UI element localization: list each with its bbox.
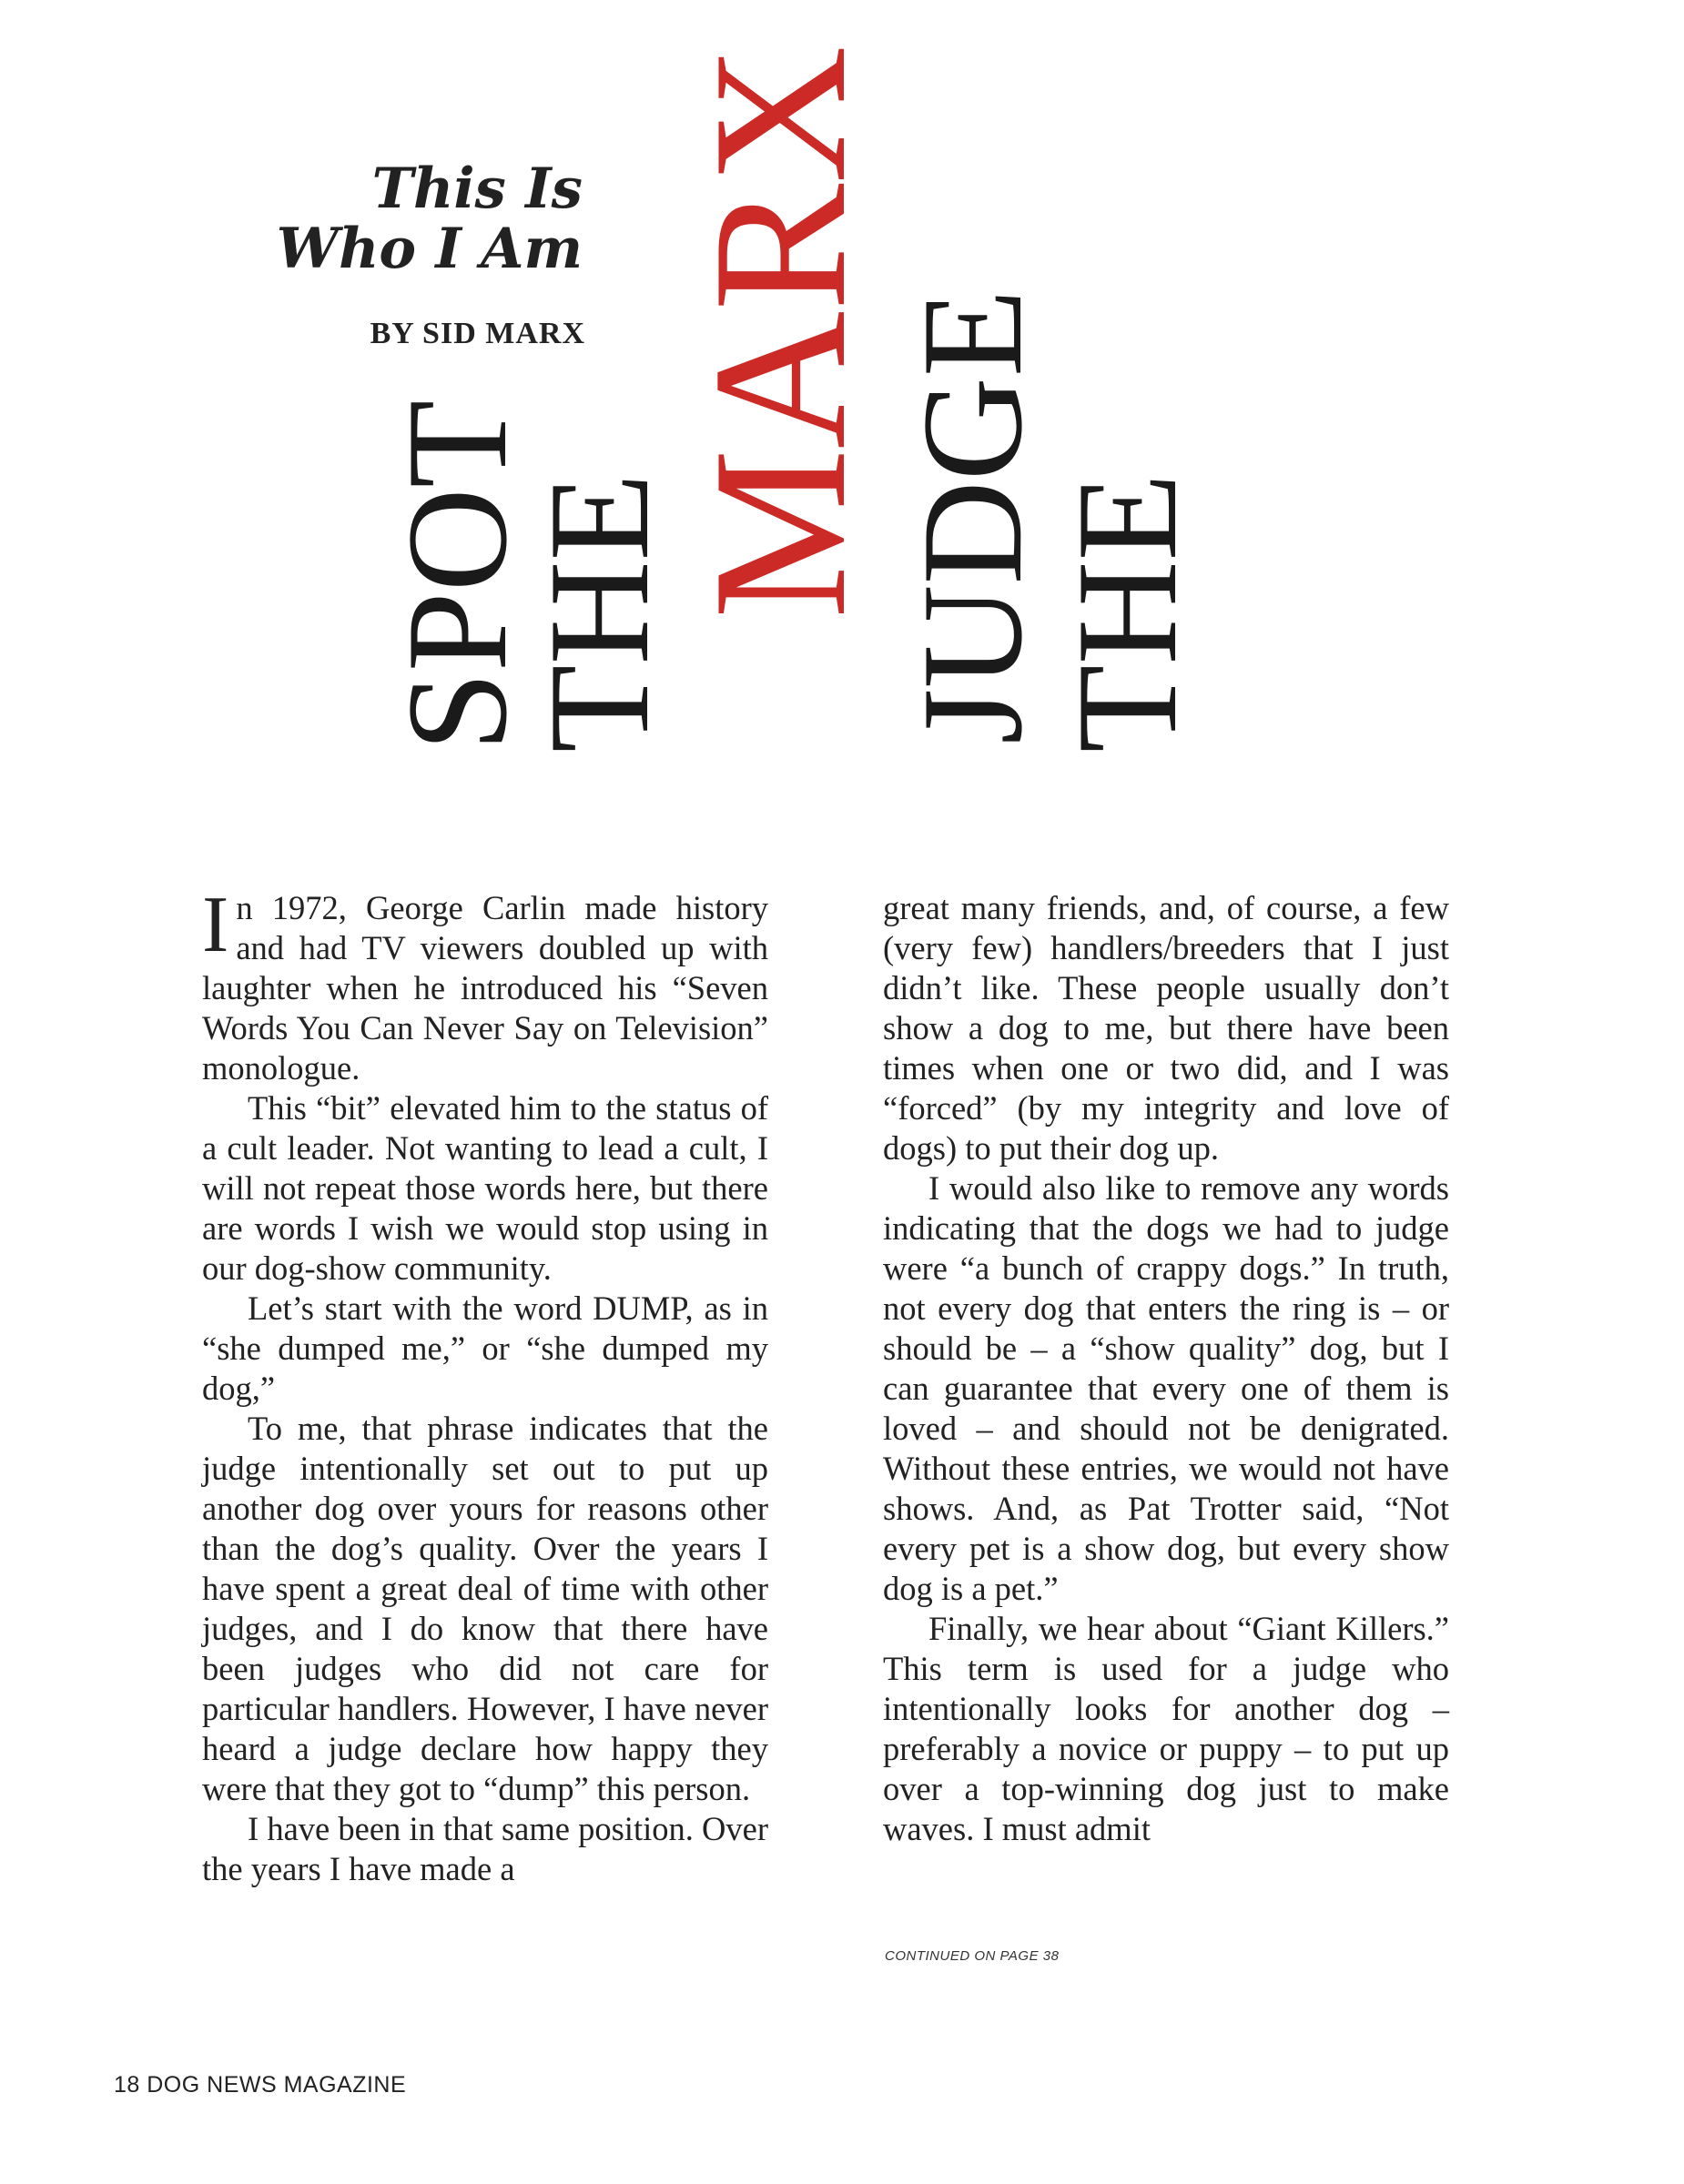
subtitle-line-1: This Is — [371, 157, 583, 221]
paragraph: I would also like to remove any words indicating that the dogs we had to judge were “a bunch of crappy dogs.” In truth, not every dog that enters the ring is – or should be – a “show quality” dog, but I can guarantee that every one of them is loved – and should not be denigrated. Without these entries, we would not have shows. And, as Pat Trotter said, “Not every pet is a show dog, but every show dog is a pet.” — [883, 1169, 1449, 1607]
title-word-the-middle: THE — [520, 473, 679, 753]
title-word-judge: JUDGE — [893, 289, 1052, 745]
title-word-the-top: THE — [1048, 473, 1207, 753]
paragraph: I have been in that same position. Over the years I have made a — [202, 1810, 768, 1887]
paragraph: Let’s start with the word DUMP, as in “she dumped me,” or “she dumped my dog,” — [202, 1289, 768, 1407]
continued-note[interactable]: CONTINUED ON PAGE 38 — [885, 1948, 1060, 1964]
article-column-right — [883, 888, 1449, 1849]
paragraph: To me, that phrase indicates that the judge intentionally set out to put up another dog over yours for reasons other than the dog’s quality. Over the years I have spent a great deal of time with other judges, and I do know that there have been judges who did not care for particular handlers. However, I have never heard a judge declare how happy they were that they got to “dump” this person. — [202, 1410, 768, 1807]
drop-cap: I — [202, 881, 229, 969]
page-footer: 18 DOG NEWS MAGAZINE — [114, 2072, 407, 2098]
subtitle — [273, 159, 583, 279]
title-word-marx: MARX — [675, 46, 886, 620]
paragraph: This “bit” elevated him to the status of a cult leader. Not wanting to lead a cult, I will not repeat those words here, but there are words I wish we would stop using in our dog-show community. — [202, 1089, 768, 1287]
article-column-left — [202, 881, 768, 1889]
paragraph — [202, 881, 768, 1088]
title-word-spot: SPOT — [378, 400, 537, 753]
paragraph: Finally, we hear about “Giant Killers.” This term is used for a judge who intentionally looks for another dog – preferably a novice or puppy – to put up over a top-winning dog just to make waves. I must admit — [883, 1610, 1449, 1847]
subtitle-line-2: Who I Am — [276, 217, 583, 281]
paragraph: great many friends, and, of course, a few (very few) handlers/breeders that I just didn’t like. These people usually don’t show a dog to me, but there have been times when one or two did, and I was “forced” (by my integrity and love of dogs) to put their dog up. — [883, 889, 1449, 1167]
byline: BY SID MARX — [370, 317, 585, 350]
paragraph-text: n 1972, George Carlin made history and had TV viewers doubled up with laughter when he introduced his “Seven Words You Can Never Say on Television” monologue. — [202, 889, 768, 1087]
